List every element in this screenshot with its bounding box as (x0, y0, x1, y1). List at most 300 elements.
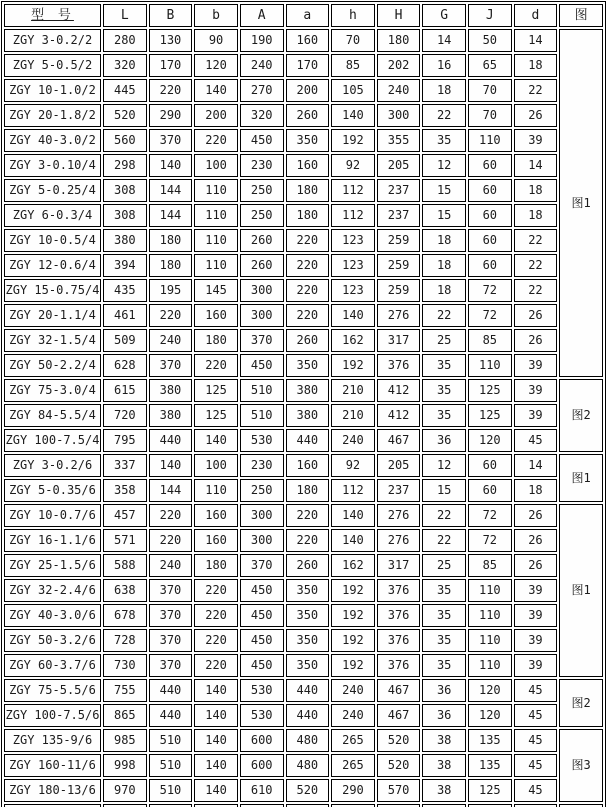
dim-cell-h: 112 (331, 179, 375, 202)
dim-cell-G: 22 (422, 304, 466, 327)
dim-cell-b: 145 (194, 279, 238, 302)
dim-cell-B: 510 (149, 729, 193, 752)
dim-cell-a: 170 (286, 54, 330, 77)
dim-cell-G: 12 (422, 454, 466, 477)
dim-cell-B: 240 (149, 554, 193, 577)
dim-cell-L: 298 (103, 154, 147, 177)
dim-cell-h: 210 (331, 404, 375, 427)
dim-cell-a: 180 (286, 479, 330, 502)
table-row (4, 229, 603, 252)
dim-cell-h: 140 (331, 104, 375, 127)
dim-cell-G: 15 (422, 479, 466, 502)
dim-cell-b: 110 (194, 479, 238, 502)
figure-cell: 图2 (559, 379, 603, 452)
dim-cell-h: 140 (331, 504, 375, 527)
dim-cell-A: 370 (240, 554, 284, 577)
dim-cell-d: 22 (514, 254, 558, 277)
model-cell: ZGY 50-3.2/6 (4, 629, 101, 652)
dim-cell-b: 140 (194, 754, 238, 777)
dim-cell-G: 18 (422, 254, 466, 277)
dim-cell-a: 260 (286, 329, 330, 352)
dim-cell-G: 38 (422, 779, 466, 802)
model-cell: ZGY 84-5.5/4 (4, 404, 101, 427)
dim-cell-J: 120 (468, 429, 512, 452)
figure-cell: 图1 (559, 504, 603, 677)
dim-cell-B: 220 (149, 504, 193, 527)
dim-cell-L: 280 (103, 29, 147, 52)
dim-cell-H: 259 (377, 279, 421, 302)
dim-cell-A: 250 (240, 179, 284, 202)
dim-cell-a: 220 (286, 229, 330, 252)
table-header (4, 4, 603, 27)
dim-cell-A: 300 (240, 279, 284, 302)
dim-cell-H: 276 (377, 504, 421, 527)
dim-cell-H: 467 (377, 429, 421, 452)
dim-cell-b: 140 (194, 704, 238, 727)
table-row (4, 154, 603, 177)
dim-cell-B: 130 (149, 29, 193, 52)
dim-cell-a: 350 (286, 354, 330, 377)
dim-cell-L: 445 (103, 79, 147, 102)
table-row (4, 429, 603, 452)
table-row (4, 729, 603, 752)
dim-cell-B: 380 (149, 404, 193, 427)
dim-cell-b: 120 (194, 54, 238, 77)
dim-cell-L: 755 (103, 679, 147, 702)
dim-cell-H: 180 (377, 29, 421, 52)
dim-cell-H: 237 (377, 179, 421, 202)
model-cell: ZGY 180-13/6 (4, 779, 101, 802)
dim-cell-a: 160 (286, 154, 330, 177)
dim-cell-H: 317 (377, 554, 421, 577)
dim-cell-J: 120 (468, 704, 512, 727)
dim-cell-A: 610 (240, 779, 284, 802)
dim-cell-H: 202 (377, 54, 421, 77)
dim-cell-J: 110 (468, 629, 512, 652)
dim-cell-a: 440 (286, 429, 330, 452)
dim-cell-J: 110 (468, 129, 512, 152)
dim-cell-d: 26 (514, 554, 558, 577)
model-cell: ZGY 25-1.5/6 (4, 554, 101, 577)
dim-cell-d: 22 (514, 229, 558, 252)
dim-cell-a: 440 (286, 704, 330, 727)
dim-cell-b: 100 (194, 154, 238, 177)
model-cell: ZGY 12-0.6/4 (4, 254, 101, 277)
dim-cell-B: 380 (149, 379, 193, 402)
dim-cell-L: 678 (103, 604, 147, 627)
dim-cell-b: 125 (194, 404, 238, 427)
dim-cell-L: 560 (103, 129, 147, 152)
dim-cell-h: 140 (331, 304, 375, 327)
dim-cell-J: 60 (468, 254, 512, 277)
dim-cell-J: 70 (468, 79, 512, 102)
dim-cell-A: 450 (240, 654, 284, 677)
dim-cell-a: 350 (286, 629, 330, 652)
dim-cell-B: 170 (149, 54, 193, 77)
column-header-b: b (194, 4, 238, 27)
dim-cell-A: 300 (240, 304, 284, 327)
model-cell: ZGY 5-0.35/6 (4, 479, 101, 502)
column-header-a: a (286, 4, 330, 27)
table-row (4, 604, 603, 627)
dim-cell-h: 192 (331, 129, 375, 152)
table-row (4, 754, 603, 777)
dim-cell-a: 220 (286, 279, 330, 302)
table-row (4, 479, 603, 502)
dim-cell-G: 16 (422, 54, 466, 77)
dim-cell-B: 180 (149, 229, 193, 252)
dim-cell-a: 380 (286, 379, 330, 402)
dim-cell-G: 38 (422, 754, 466, 777)
dim-cell-h: 92 (331, 154, 375, 177)
dim-cell-d: 39 (514, 604, 558, 627)
dim-cell-G: 35 (422, 604, 466, 627)
dim-cell-G: 22 (422, 529, 466, 552)
dim-cell-h: 265 (331, 729, 375, 752)
dim-cell-b: 110 (194, 179, 238, 202)
dim-cell-b: 160 (194, 304, 238, 327)
dim-cell-B: 440 (149, 679, 193, 702)
dim-cell-L: 520 (103, 104, 147, 127)
zgy-dimension-table (1, 1, 606, 807)
dim-cell-a: 220 (286, 529, 330, 552)
model-cell: ZGY 5-0.25/4 (4, 179, 101, 202)
dim-cell-B: 440 (149, 429, 193, 452)
dim-cell-B: 290 (149, 104, 193, 127)
dim-cell-J: 125 (468, 379, 512, 402)
dim-cell-b: 90 (194, 29, 238, 52)
dim-cell-a: 220 (286, 254, 330, 277)
dim-cell-J: 50 (468, 29, 512, 52)
dim-cell-b: 110 (194, 204, 238, 227)
dim-cell-b: 140 (194, 779, 238, 802)
dim-cell-d: 26 (514, 104, 558, 127)
dim-cell-b: 200 (194, 104, 238, 127)
dim-cell-a: 160 (286, 454, 330, 477)
table-row (4, 354, 603, 377)
table-row (4, 679, 603, 702)
dim-cell-A: 260 (240, 229, 284, 252)
table-row (4, 379, 603, 402)
dim-cell-B: 140 (149, 154, 193, 177)
dim-cell-h: 290 (331, 779, 375, 802)
model-cell: ZGY 10-1.0/2 (4, 79, 101, 102)
dim-cell-h: 265 (331, 754, 375, 777)
dim-cell-G: 38 (422, 729, 466, 752)
dim-cell-H: 276 (377, 529, 421, 552)
dim-cell-d: 39 (514, 129, 558, 152)
dim-cell-H: 317 (377, 329, 421, 352)
dim-cell-H: 259 (377, 254, 421, 277)
dim-cell-B: 144 (149, 204, 193, 227)
dim-cell-B: 144 (149, 179, 193, 202)
dim-cell-L: 394 (103, 254, 147, 277)
dim-cell-B: 370 (149, 129, 193, 152)
dim-cell-L: 435 (103, 279, 147, 302)
dim-cell-a: 380 (286, 404, 330, 427)
dim-cell-B: 510 (149, 779, 193, 802)
dim-cell-d: 26 (514, 504, 558, 527)
dim-cell-A: 190 (240, 29, 284, 52)
dim-cell-h: 70 (331, 29, 375, 52)
dim-cell-a: 260 (286, 554, 330, 577)
column-header-B: B (149, 4, 193, 27)
dim-cell-J: 110 (468, 604, 512, 627)
dim-cell-h: 105 (331, 79, 375, 102)
dim-cell-h: 162 (331, 329, 375, 352)
dim-cell-h: 240 (331, 429, 375, 452)
model-cell: ZGY 15-0.75/4 (4, 279, 101, 302)
dim-cell-J: 135 (468, 729, 512, 752)
dim-cell-L: 308 (103, 204, 147, 227)
dim-cell-L: 730 (103, 654, 147, 677)
table-row (4, 579, 603, 602)
dim-cell-L: 795 (103, 429, 147, 452)
dim-cell-G: 36 (422, 679, 466, 702)
figure-cell: 图2 (559, 679, 603, 727)
dim-cell-b: 220 (194, 354, 238, 377)
dim-cell-B: 240 (149, 329, 193, 352)
model-cell: ZGY 75-5.5/6 (4, 679, 101, 702)
dim-cell-A: 450 (240, 629, 284, 652)
dim-cell-d: 14 (514, 454, 558, 477)
dim-cell-d: 18 (514, 204, 558, 227)
dim-cell-J: 125 (468, 404, 512, 427)
dim-cell-b: 140 (194, 429, 238, 452)
column-header-figure: 图 (559, 4, 603, 27)
dim-cell-A: 450 (240, 354, 284, 377)
dim-cell-L: 638 (103, 579, 147, 602)
dim-cell-L: 985 (103, 729, 147, 752)
dim-cell-h: 210 (331, 379, 375, 402)
dim-cell-A: 300 (240, 529, 284, 552)
dim-cell-d: 45 (514, 754, 558, 777)
dim-cell-J: 85 (468, 329, 512, 352)
model-cell: ZGY 20-1.8/2 (4, 104, 101, 127)
dim-cell-H: 570 (377, 779, 421, 802)
dim-cell-B: 370 (149, 579, 193, 602)
dim-cell-b: 180 (194, 329, 238, 352)
dim-cell-a: 480 (286, 729, 330, 752)
dim-cell-h: 240 (331, 679, 375, 702)
dim-cell-b: 220 (194, 579, 238, 602)
dim-cell-J: 70 (468, 104, 512, 127)
dim-cell-G: 18 (422, 229, 466, 252)
dim-cell-A: 450 (240, 604, 284, 627)
dim-cell-G: 35 (422, 404, 466, 427)
dim-cell-L: 998 (103, 754, 147, 777)
dim-cell-H: 276 (377, 304, 421, 327)
dim-cell-d: 39 (514, 579, 558, 602)
dim-cell-L: 720 (103, 404, 147, 427)
dim-cell-J: 85 (468, 554, 512, 577)
dim-cell-H: 520 (377, 729, 421, 752)
dim-cell-H: 520 (377, 754, 421, 777)
dim-cell-A: 250 (240, 479, 284, 502)
table-row (4, 454, 603, 477)
dim-cell-h: 192 (331, 654, 375, 677)
dim-cell-h: 162 (331, 554, 375, 577)
dim-cell-d: 45 (514, 729, 558, 752)
dim-cell-L: 628 (103, 354, 147, 377)
dim-cell-A: 450 (240, 129, 284, 152)
dim-cell-h: 192 (331, 604, 375, 627)
table-row (4, 54, 603, 77)
dim-cell-L: 457 (103, 504, 147, 527)
dim-cell-b: 220 (194, 604, 238, 627)
dim-cell-J: 72 (468, 279, 512, 302)
dim-cell-G: 35 (422, 629, 466, 652)
dim-cell-h: 240 (331, 704, 375, 727)
dim-cell-H: 376 (377, 579, 421, 602)
table-row (4, 79, 603, 102)
dim-cell-a: 520 (286, 779, 330, 802)
dim-cell-A: 260 (240, 254, 284, 277)
dim-cell-d: 45 (514, 704, 558, 727)
column-header-A: A (240, 4, 284, 27)
dim-cell-H: 412 (377, 404, 421, 427)
dim-cell-J: 110 (468, 579, 512, 602)
dim-cell-d: 26 (514, 304, 558, 327)
model-cell: ZGY 100-7.5/4 (4, 429, 101, 452)
dim-cell-h: 192 (331, 354, 375, 377)
dim-cell-J: 120 (468, 679, 512, 702)
column-header-G: G (422, 4, 466, 27)
figure-cell: 图1 (559, 454, 603, 502)
dim-cell-d: 45 (514, 429, 558, 452)
dim-cell-J: 72 (468, 304, 512, 327)
dim-cell-H: 240 (377, 79, 421, 102)
dim-cell-d: 18 (514, 479, 558, 502)
dim-cell-J: 60 (468, 204, 512, 227)
figure-cell: 图3 (559, 729, 603, 802)
dim-cell-G: 25 (422, 329, 466, 352)
dim-cell-A: 510 (240, 404, 284, 427)
dim-cell-A: 270 (240, 79, 284, 102)
dim-cell-J: 135 (468, 754, 512, 777)
dim-cell-h: 85 (331, 54, 375, 77)
dim-cell-b: 100 (194, 454, 238, 477)
table-row (4, 304, 603, 327)
dim-cell-L: 970 (103, 779, 147, 802)
model-cell: ZGY 3-0.2/2 (4, 29, 101, 52)
dim-cell-H: 376 (377, 629, 421, 652)
dim-cell-d: 22 (514, 79, 558, 102)
dim-cell-J: 60 (468, 179, 512, 202)
column-header-h: h (331, 4, 375, 27)
dim-cell-H: 467 (377, 704, 421, 727)
table-row (4, 29, 603, 52)
dim-cell-B: 220 (149, 304, 193, 327)
dim-cell-A: 250 (240, 204, 284, 227)
model-cell: ZGY 32-2.4/6 (4, 579, 101, 602)
table-row (4, 129, 603, 152)
dim-cell-G: 15 (422, 204, 466, 227)
dim-cell-H: 355 (377, 129, 421, 152)
table-row (4, 529, 603, 552)
dim-cell-d: 26 (514, 529, 558, 552)
dim-cell-J: 65 (468, 54, 512, 77)
dim-cell-A: 240 (240, 54, 284, 77)
table-row (4, 554, 603, 577)
model-cell: ZGY 40-3.0/6 (4, 604, 101, 627)
dim-cell-J: 72 (468, 504, 512, 527)
dim-cell-G: 14 (422, 29, 466, 52)
dim-cell-h: 192 (331, 579, 375, 602)
dim-cell-L: 571 (103, 529, 147, 552)
model-cell: ZGY 100-7.5/6 (4, 704, 101, 727)
model-cell: ZGY 20-1.1/4 (4, 304, 101, 327)
dim-cell-G: 22 (422, 504, 466, 527)
dim-cell-G: 22 (422, 104, 466, 127)
dim-cell-b: 140 (194, 729, 238, 752)
dim-cell-J: 60 (468, 454, 512, 477)
dim-cell-J: 110 (468, 354, 512, 377)
dim-cell-H: 300 (377, 104, 421, 127)
dim-cell-B: 144 (149, 479, 193, 502)
dim-cell-a: 440 (286, 679, 330, 702)
dim-cell-a: 220 (286, 304, 330, 327)
dim-cell-H: 467 (377, 679, 421, 702)
dim-cell-G: 35 (422, 354, 466, 377)
dim-cell-G: 36 (422, 704, 466, 727)
column-header-H: H (377, 4, 421, 27)
dim-cell-A: 600 (240, 729, 284, 752)
dim-cell-A: 510 (240, 379, 284, 402)
dim-cell-b: 160 (194, 504, 238, 527)
dim-cell-a: 350 (286, 604, 330, 627)
table-row (4, 279, 603, 302)
table-row (4, 704, 603, 727)
model-cell: ZGY 3-0.10/4 (4, 154, 101, 177)
dim-cell-A: 530 (240, 429, 284, 452)
table-row (4, 779, 603, 802)
dim-cell-H: 376 (377, 354, 421, 377)
dim-cell-B: 220 (149, 79, 193, 102)
dim-cell-H: 259 (377, 229, 421, 252)
dim-cell-d: 45 (514, 779, 558, 802)
dim-cell-B: 440 (149, 704, 193, 727)
table-row (4, 179, 603, 202)
dim-cell-h: 112 (331, 479, 375, 502)
dim-cell-d: 39 (514, 404, 558, 427)
dim-cell-b: 110 (194, 254, 238, 277)
dim-cell-L: 865 (103, 704, 147, 727)
dim-cell-a: 350 (286, 129, 330, 152)
dim-cell-h: 123 (331, 254, 375, 277)
dim-cell-L: 358 (103, 479, 147, 502)
model-cell: ZGY 75-3.0/4 (4, 379, 101, 402)
dim-cell-d: 14 (514, 154, 558, 177)
dim-cell-L: 308 (103, 179, 147, 202)
dim-cell-b: 140 (194, 79, 238, 102)
dim-cell-L: 728 (103, 629, 147, 652)
table-row (4, 504, 603, 527)
dim-cell-G: 35 (422, 129, 466, 152)
dim-cell-a: 180 (286, 204, 330, 227)
dim-cell-A: 300 (240, 504, 284, 527)
dim-cell-J: 60 (468, 229, 512, 252)
dim-cell-h: 192 (331, 629, 375, 652)
header-row (4, 4, 603, 27)
table-row (4, 329, 603, 352)
dim-cell-J: 72 (468, 529, 512, 552)
table-row (4, 629, 603, 652)
dim-cell-B: 220 (149, 529, 193, 552)
dim-cell-B: 140 (149, 454, 193, 477)
dim-cell-d: 14 (514, 29, 558, 52)
dim-cell-A: 530 (240, 679, 284, 702)
